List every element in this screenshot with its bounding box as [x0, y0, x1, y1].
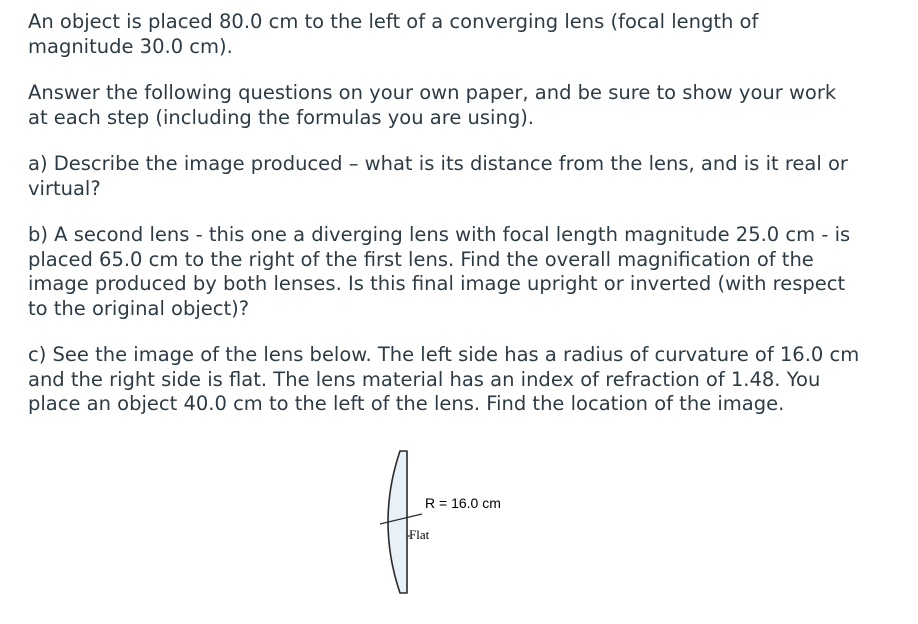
part-a-question	[28, 152, 888, 201]
text-line: virtual?	[28, 176, 101, 200]
radius-label: R = 16.0 cm	[425, 495, 501, 511]
intro-paragraph	[28, 10, 888, 59]
text-line: at each step (including the formulas you are using).	[28, 105, 535, 129]
text-line: Answer the following questions on your own paper, and be sure to show your work	[28, 81, 837, 104]
flat-side-label: Flat	[409, 527, 430, 542]
text-line: to the original object)?	[28, 296, 250, 320]
text-line: image produced by both lenses. Is this final image upright or inverted (with respect	[28, 272, 846, 295]
plano-convex-lens-diagram	[370, 445, 530, 600]
instructions-paragraph	[28, 81, 888, 130]
text-line: place an object 40.0 cm to the left of the lens. Find the location of the image.	[28, 392, 785, 415]
text-line: a) Describe the image produced – what is its distance from the lens, and is it real or	[28, 152, 848, 175]
part-c-question	[28, 343, 888, 417]
text-line: magnitude 30.0 cm).	[28, 34, 233, 58]
text-line: placed 65.0 cm to the right of the first lens. Find the overall magnification of the	[28, 247, 814, 271]
lens-figure	[370, 445, 530, 600]
text-line: b) A second lens - this one a diverging lens with focal length magnitude 25.0 cm - is	[28, 223, 851, 246]
part-b-question	[28, 223, 888, 321]
text-line: and the right side is flat. The lens material has an index of refraction of 1.48. You	[28, 367, 821, 391]
problem-text	[28, 10, 888, 439]
text-line: c) See the image of the lens below. The left side has a radius of curvature of 16.0 cm	[28, 343, 860, 366]
text-line: An object is placed 80.0 cm to the left of a converging lens (focal length of	[28, 10, 759, 33]
